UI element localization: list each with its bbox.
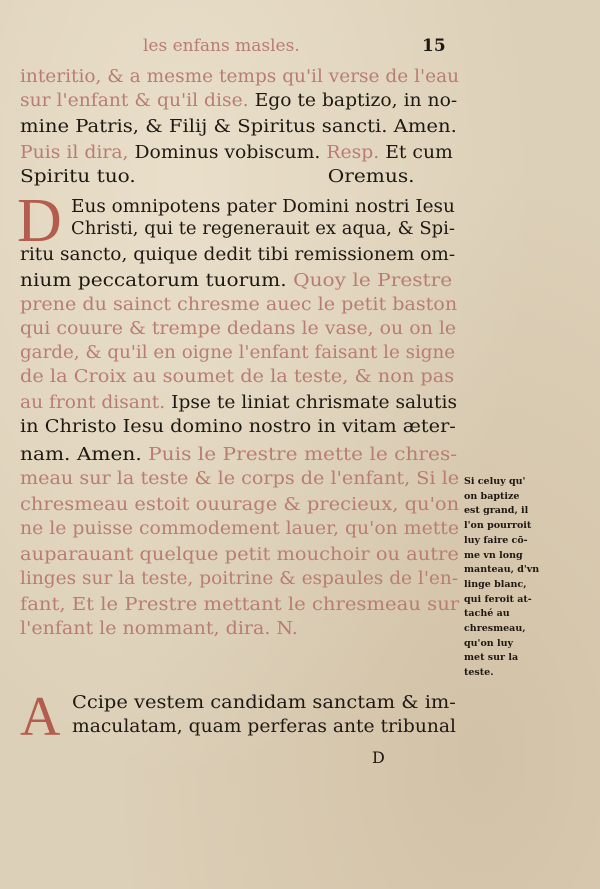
- text-line: [71, 196, 455, 218]
- body-text: nam. Amen.: [20, 445, 149, 465]
- margin-note-line: chresmeau,: [464, 623, 526, 634]
- text-line: [20, 544, 459, 566]
- margin-note-line: luy faire cō-: [464, 534, 528, 546]
- rubric-text: linges sur la teste, poitrine & espaules de l'en-: [20, 569, 459, 589]
- body-text: Ccipe vestem candidam sanctam & im-: [72, 693, 456, 713]
- text-line: [20, 294, 457, 316]
- text-line: [20, 342, 455, 364]
- rubric-text: sur l'enfant & qu'il dise.: [20, 91, 255, 111]
- rubric-text: chresmeau estoit ouurage & precieux, qu'on: [20, 495, 460, 515]
- rubric-text: meau sur la teste & le corps de l'enfant, Si le: [20, 469, 460, 489]
- margin-note-line: me vn long: [464, 549, 523, 561]
- margin-note-line: l'on pourroit: [464, 520, 532, 532]
- rubric-text: Resp.: [326, 143, 386, 163]
- rubric-text: de la Croix au soumet de la teste, & non pas: [20, 367, 455, 387]
- rubric-text: qui couure & trempe dedans le vase, ou on le: [20, 319, 457, 339]
- body-text: Dominus vobiscum.: [134, 143, 327, 163]
- rubric-text: interitio, & a mesme temps qu'il verse de l'eau: [20, 67, 460, 87]
- text-line: [20, 244, 455, 266]
- body-text: Ipse te liniat chrismate salutis: [171, 393, 458, 413]
- text-line: [20, 494, 459, 516]
- body-text: Et cum: [385, 143, 453, 163]
- drop-cap-a: A: [20, 686, 61, 748]
- drop-cap-d: D: [17, 187, 62, 255]
- text-line: [72, 692, 456, 714]
- margin-note-line: on baptize: [464, 490, 520, 502]
- body-text: Eus omnipotens pater Domini nostri Iesu: [71, 197, 455, 217]
- text-line: [20, 318, 456, 340]
- body-text: Oremus.: [135, 167, 415, 187]
- text-line: [20, 142, 453, 164]
- margin-note-line: qui feroit at-: [464, 593, 532, 605]
- rubric-text: Puis il dira,: [20, 143, 135, 163]
- body-text: Ego te baptizo, in no-: [254, 91, 458, 111]
- text-line: [20, 444, 457, 466]
- rubric-text: prene du sainct chresme auec le petit baston: [20, 295, 458, 315]
- text-line: [20, 594, 459, 616]
- margin-note-line: taché au: [464, 608, 510, 620]
- folio-number: 15: [422, 36, 446, 56]
- rubric-text: fant, Et le Prestre mettant le chresmeau sur: [20, 595, 460, 615]
- text-line: [20, 66, 459, 88]
- text-line: [20, 618, 298, 640]
- text-line: [20, 416, 456, 438]
- body-text: in Christo Iesu domino nostro in vitam æter-: [20, 417, 456, 437]
- rubric-text: l'enfant le nommant, dira. N.: [20, 619, 298, 639]
- rubric-text: Puis le Prestre mette le chres-: [148, 445, 458, 465]
- body-text: Spiritu tuo.: [20, 167, 136, 187]
- margin-note-line: est grand, il: [464, 505, 529, 517]
- body-text: nium peccatorum tuorum.: [20, 271, 294, 291]
- margin-note-line: met sur la: [464, 652, 519, 664]
- text-line: [20, 392, 457, 414]
- rubric-text: auparauant quelque petit mouchoir ou autre: [20, 545, 459, 565]
- text-line: [20, 270, 452, 292]
- text-line: [20, 166, 415, 188]
- text-line: [72, 716, 456, 738]
- body-text: mine Patris, & Filij & Spiritus sancti. Amen.: [20, 117, 457, 137]
- text-line: [20, 366, 454, 388]
- margin-note-line: teste.: [464, 667, 494, 679]
- running-title: les enfans masles.: [143, 36, 300, 56]
- body-text: maculatam, quam perferas ante tribunal: [72, 717, 457, 737]
- rubric-text: ne le puisse commodement lauer, qu'on mette: [20, 519, 459, 539]
- text-line: [20, 90, 457, 112]
- body-text: Christi, qui te regenerauit ex aqua, & Spi-: [71, 219, 455, 239]
- text-line: [20, 518, 459, 540]
- margin-note-line: linge blanc,: [464, 578, 527, 590]
- text-line: [71, 218, 455, 240]
- margin-note-line: manteau, d'vn: [464, 564, 540, 576]
- text-line: [20, 116, 457, 138]
- margin-note-line: qu'on luy: [464, 637, 514, 649]
- text-line: [20, 568, 458, 590]
- body-text: ritu sancto, quique dedit tibi remissionem om-: [20, 245, 456, 265]
- rubric-text: garde, & qu'il en oigne l'enfant faisant le signe: [20, 343, 456, 363]
- rubric-text: Quoy le Prestre: [293, 271, 453, 291]
- text-line: [20, 468, 459, 490]
- signature-mark: D: [372, 748, 385, 767]
- margin-note-line: Si celuy qu': [464, 476, 526, 487]
- rubric-text: au front disant.: [20, 393, 172, 413]
